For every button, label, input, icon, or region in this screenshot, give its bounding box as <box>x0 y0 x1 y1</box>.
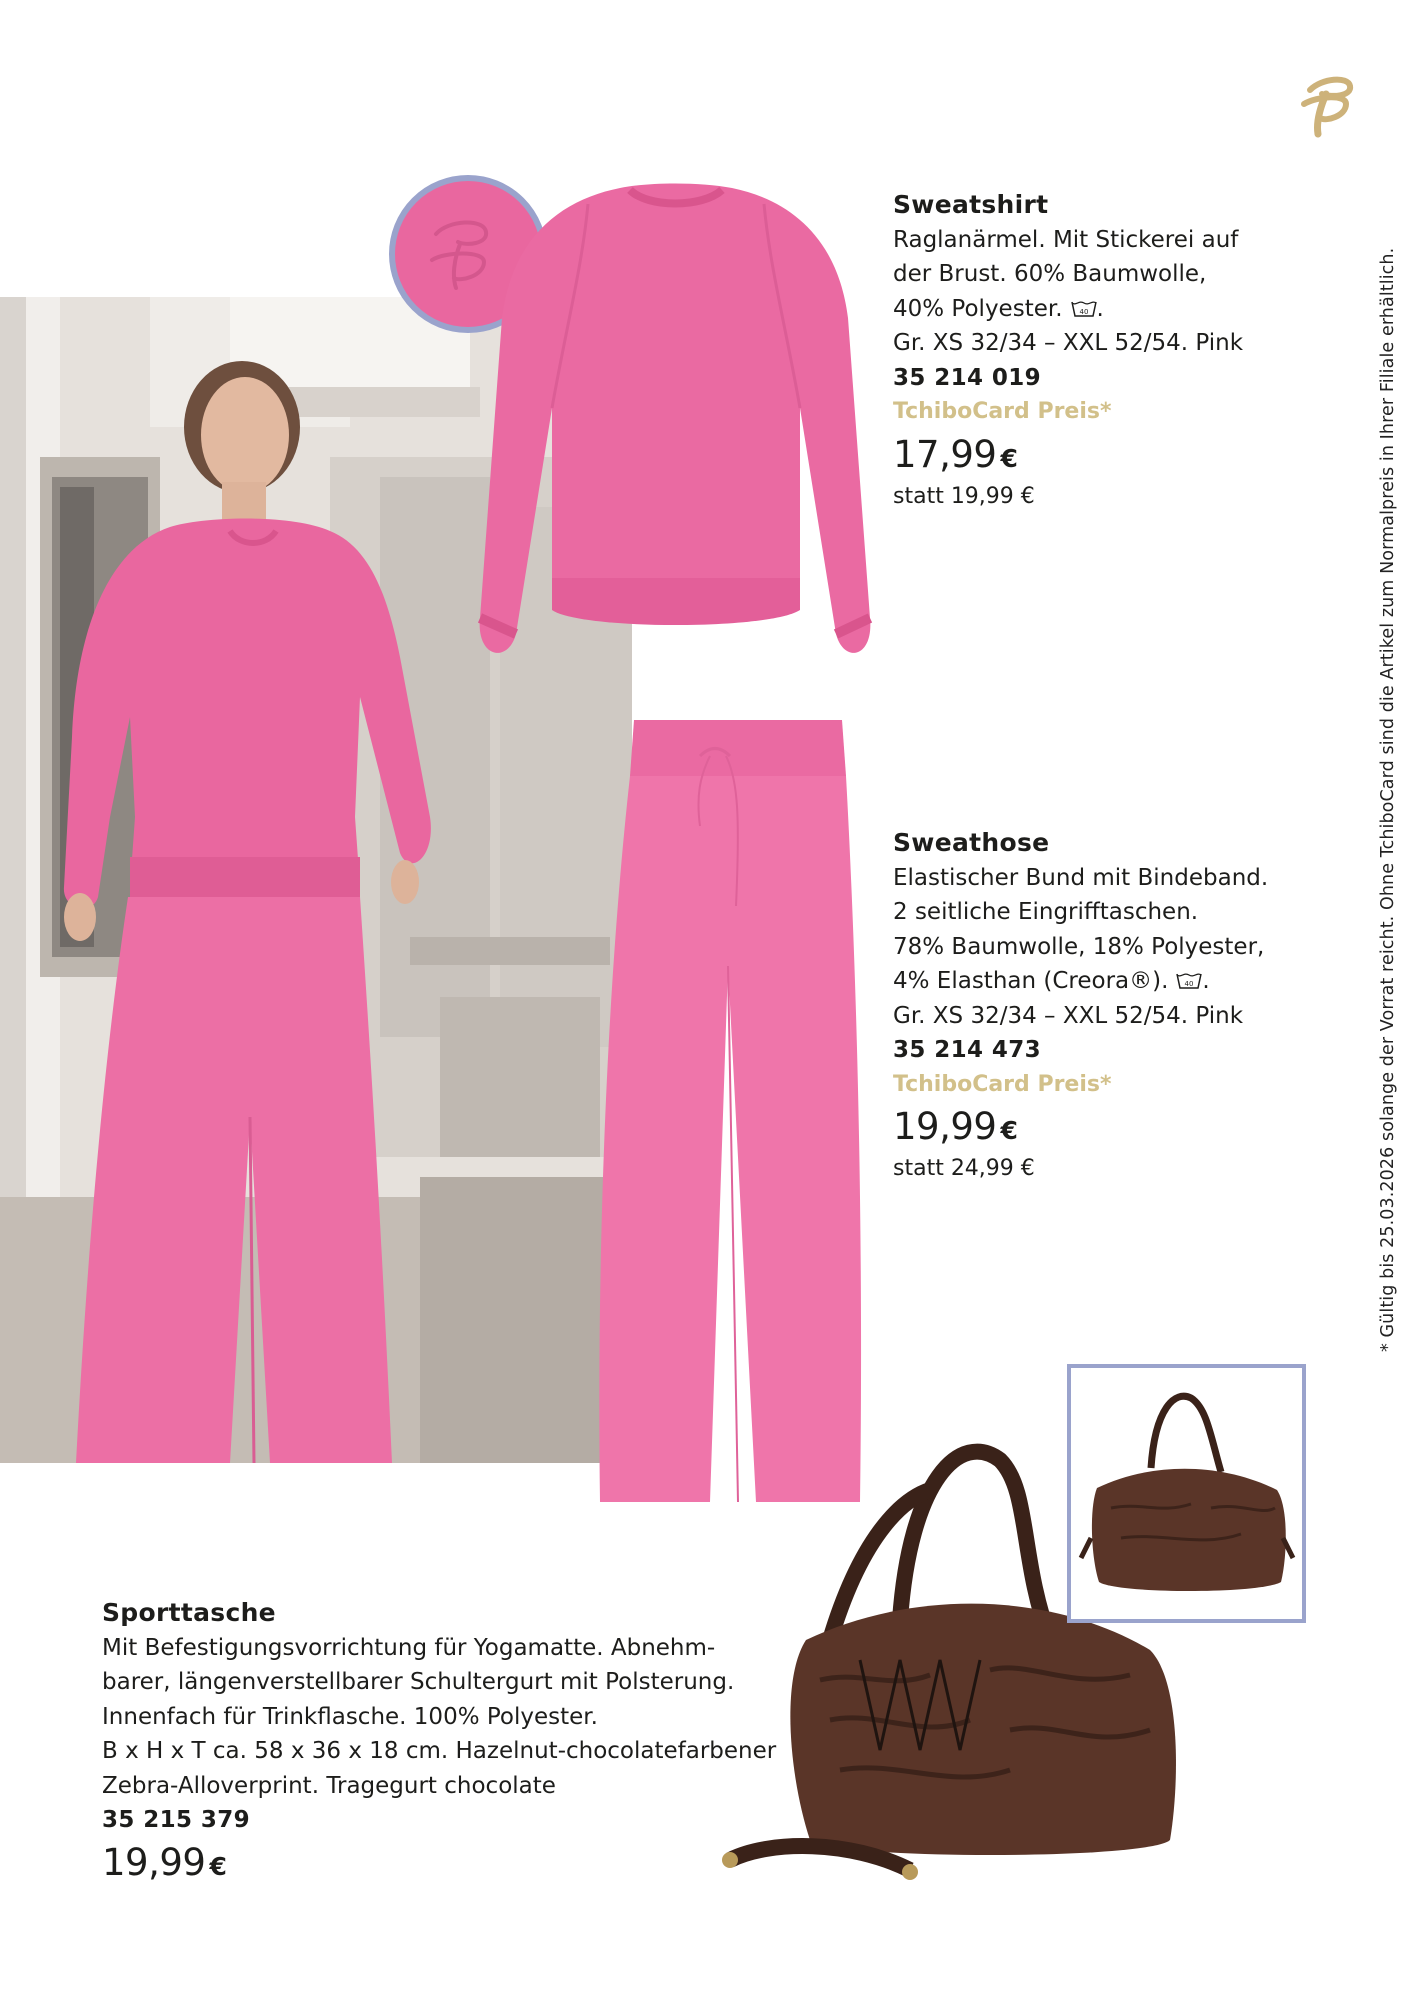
product-title: Sporttasche <box>102 1598 276 1627</box>
svg-text:40: 40 <box>1079 307 1088 316</box>
description-line: 2 seitliche Eingrifftaschen. <box>893 899 1199 925</box>
disclaimer-text: * Gültig bis 25.03.2026 solange der Vorrat reicht. Ohne TchiboCard sind die Artikel zum Normalpreis in Ihrer Filiale erhältlich. <box>1378 247 1398 1352</box>
description-line: barer, längenverstellbarer Schultergurt mit Polsterung. <box>102 1669 735 1695</box>
price: 19,99 € <box>102 1840 227 1884</box>
description-line: 78% Baumwolle, 18% Polyester, <box>893 933 1265 960</box>
sweatshirt-product-image <box>470 178 880 688</box>
tchibo-logo-icon <box>1296 74 1356 138</box>
price: 17,99 € <box>893 432 1018 476</box>
description-line: Innenfach für Trinkflasche. 100% Polyester. <box>102 1703 598 1730</box>
wash-40-icon <box>1176 966 1202 988</box>
sweatpants-product-image <box>560 716 880 1506</box>
svg-text:40: 40 <box>1184 980 1194 988</box>
sports-bag-thumbnail <box>1067 1364 1306 1623</box>
product-title: Sweatshirt <box>893 190 1049 219</box>
article-number: 35 214 019 <box>893 364 1042 391</box>
wash-40-icon <box>1071 294 1097 316</box>
price: 19,99 € <box>893 1105 1018 1148</box>
sporttasche-info <box>102 1596 776 1890</box>
article-number: 35 214 473 <box>893 1037 1042 1063</box>
tchibocard-label: TchiboCard Preis* <box>893 1071 1112 1097</box>
product-title: Sweathose <box>893 828 1050 857</box>
old-price: statt 24,99 € <box>893 1156 1035 1181</box>
description-line: Zebra-Alloverprint. Tragegurt chocolate <box>102 1772 556 1799</box>
description-line: der Brust. 60% Baumwolle, <box>893 261 1207 287</box>
size-line: Gr. XS 32/34 – XXL 52/54. Pink <box>893 330 1244 356</box>
description-line: Raglanärmel. Mit Stickerei auf <box>893 226 1239 253</box>
description-line: 40% Polyester. 40 . <box>893 295 1104 322</box>
sweatshirt-info <box>893 188 1243 512</box>
old-price: statt 19,99 € <box>893 483 1035 509</box>
tchibocard-label: TchiboCard Preis* <box>893 399 1112 424</box>
size-line: Gr. XS 32/34 – XXL 52/54. Pink <box>893 1002 1244 1029</box>
description-line: 4% Elasthan (Creora®). 40 . <box>893 968 1210 994</box>
description-line: Mit Befestigungsvorrichtung für Yogamatte. Abnehm- <box>102 1634 716 1661</box>
sweathose-info <box>893 826 1268 1184</box>
description-line: Elastischer Bund mit Bindeband. <box>893 864 1269 891</box>
article-number: 35 215 379 <box>102 1807 251 1833</box>
description-line: B x H x T ca. 58 x 36 x 18 cm. Hazelnut-chocolatefarbener <box>102 1738 777 1764</box>
